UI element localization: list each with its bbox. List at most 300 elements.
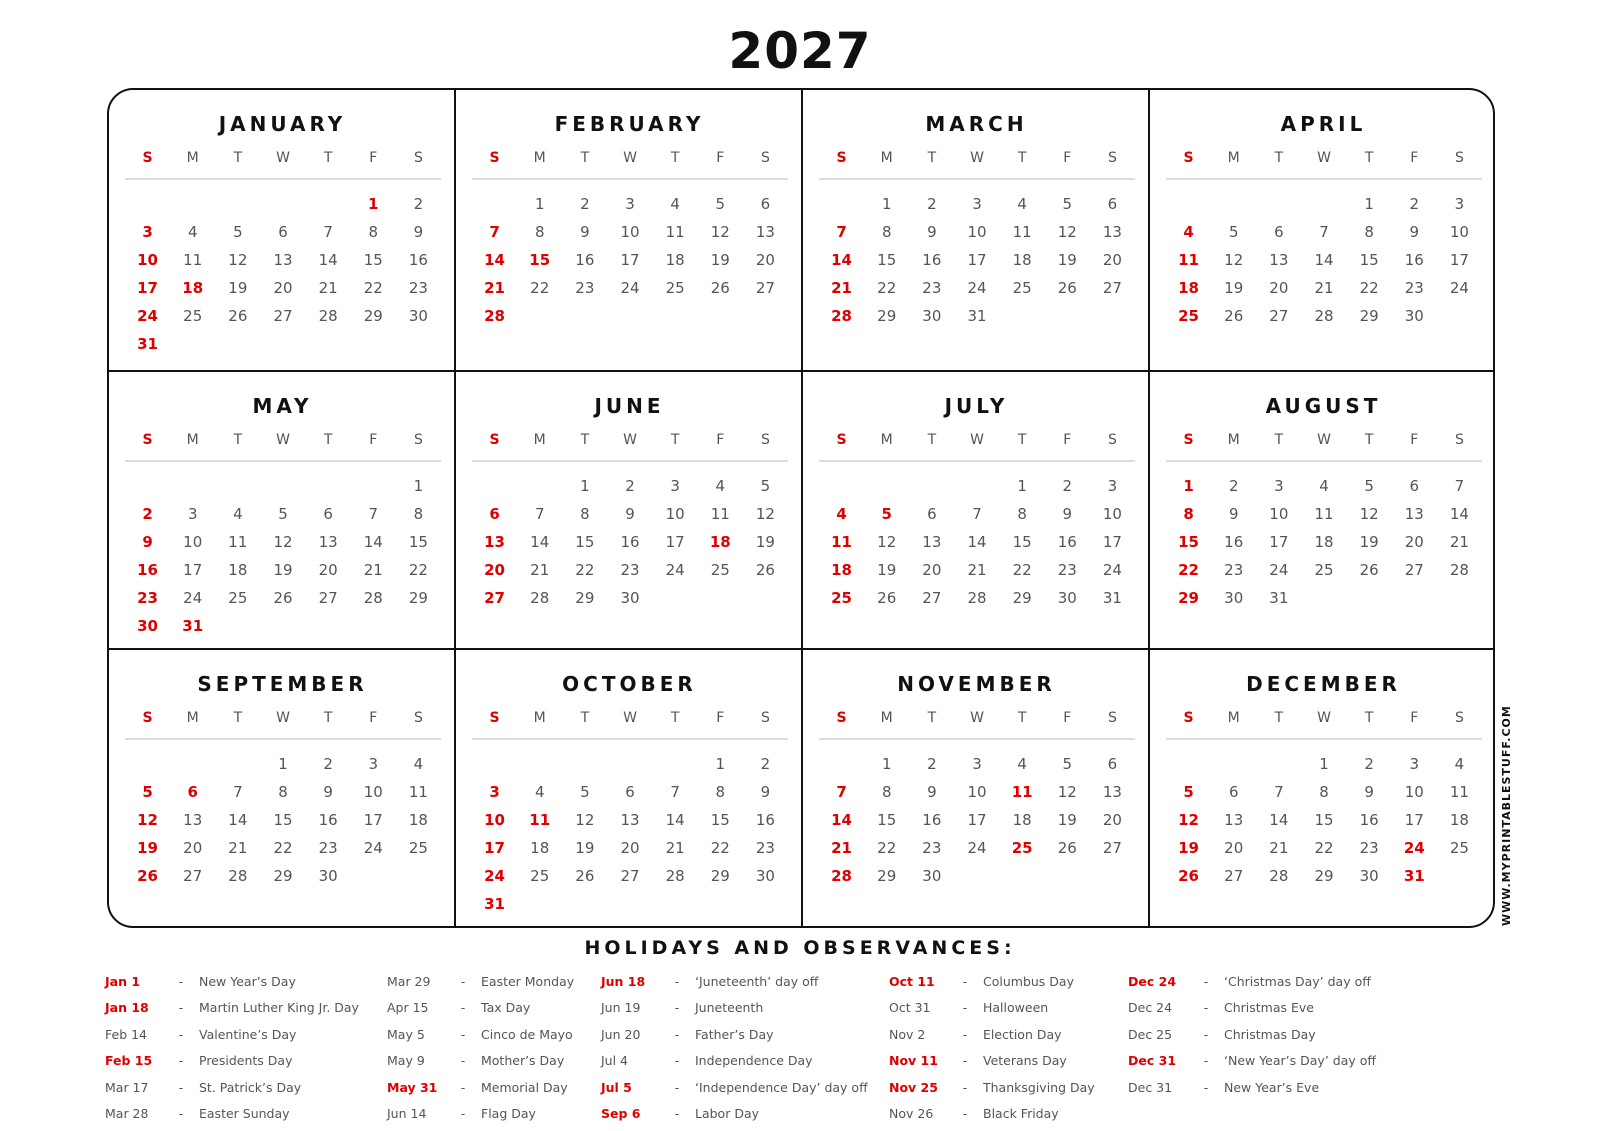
holiday-name: Christmas Eve — [1224, 1000, 1314, 1016]
day-cell: 13 — [755, 223, 775, 241]
weekday-label: W — [276, 432, 290, 448]
weekday-label: W — [970, 432, 984, 448]
day-cell: 10 — [967, 783, 987, 801]
day-cell: 11 — [183, 251, 203, 269]
day-cell: 21 — [831, 839, 852, 857]
day-cell: 16 — [1224, 533, 1244, 551]
weekday-label: M — [533, 432, 546, 448]
day-cell: 17 — [484, 839, 505, 857]
day-cell: 21 — [228, 839, 248, 857]
weekday-label: T — [1364, 432, 1374, 448]
empty-cell — [1301, 190, 1346, 218]
day-cell: 18 — [1012, 811, 1032, 829]
day-cell: 24 — [1269, 561, 1289, 579]
day-cell: 18 — [831, 561, 852, 579]
day-cell: 10 — [363, 783, 383, 801]
holiday-name: Thanksgiving Day — [983, 1079, 1095, 1095]
holiday-name: Memorial Day — [481, 1079, 568, 1095]
weekday-label: M — [186, 150, 199, 166]
day-cell: 3 — [625, 195, 635, 213]
day-cell: 11 — [710, 505, 730, 523]
day-cell: 28 — [484, 307, 505, 325]
holiday-name: Columbus Day — [983, 973, 1074, 989]
day-cell: 26 — [1359, 561, 1379, 579]
day-cell: 9 — [580, 223, 590, 241]
weekday-label: F — [1410, 150, 1419, 166]
holiday-date: Dec 31 — [1128, 1053, 1177, 1069]
day-cell: 10 — [137, 251, 158, 269]
day-cell: 29 — [1012, 589, 1032, 607]
day-cell: 8 — [715, 783, 726, 801]
day-cell: 22 — [877, 839, 897, 857]
holiday-separator: - — [674, 1106, 680, 1122]
day-cell: 25 — [228, 589, 248, 607]
weekday-label: W — [1317, 710, 1331, 726]
holiday-name: St. Patrick’s Day — [199, 1079, 302, 1095]
day-cell: 12 — [137, 811, 158, 829]
day-cell: 13 — [1224, 811, 1244, 829]
day-cell: 11 — [1314, 505, 1334, 523]
day-cell: 11 — [831, 533, 852, 551]
holiday-item — [387, 995, 631, 1022]
day-cell: 16 — [922, 811, 942, 829]
day-cell: 23 — [1359, 839, 1379, 857]
weekday-label: S — [760, 710, 770, 726]
day-cell: 20 — [273, 279, 293, 297]
day-cell: 21 — [1314, 279, 1334, 297]
weekday-label: M — [880, 710, 893, 726]
day-cell: 3 — [972, 755, 982, 773]
holiday-item — [387, 968, 631, 995]
holiday-item — [601, 1101, 880, 1128]
day-cell: 4 — [1319, 477, 1329, 495]
day-cell: 8 — [1319, 783, 1329, 801]
day-cell: 31 — [484, 895, 505, 913]
day-cell: 8 — [534, 223, 545, 241]
holiday-separator: - — [178, 973, 184, 989]
holiday-name: New Year’s Day — [199, 973, 296, 989]
day-cell: 1 — [413, 477, 424, 495]
weekday-label: F — [369, 432, 378, 448]
day-cell: 12 — [575, 811, 595, 829]
holiday-date: Jun 19 — [601, 1000, 641, 1016]
day-cell: 19 — [1178, 839, 1199, 857]
day-cell: 8 — [881, 223, 892, 241]
day-cell: 4 — [715, 477, 726, 495]
weekday-label: W — [623, 150, 637, 166]
day-cell: 7 — [233, 783, 243, 801]
day-cell: 6 — [927, 505, 937, 523]
holiday-name: Cinco de Mayo — [481, 1026, 573, 1042]
day-cell: 1 — [1183, 477, 1194, 495]
day-cell: 19 — [1359, 533, 1379, 551]
day-cell: 6 — [278, 223, 288, 241]
weekday-header — [472, 432, 788, 454]
day-cell: 9 — [1062, 505, 1073, 523]
weekday-header — [819, 432, 1135, 454]
holiday-name: Christmas Day — [1224, 1026, 1316, 1042]
day-cell: 9 — [413, 223, 424, 241]
holiday-name: Martin Luther King Jr. Day — [199, 1000, 359, 1016]
weekday-label: W — [623, 432, 637, 448]
holiday-name: Mother’s Day — [481, 1053, 565, 1069]
day-cell: 17 — [1269, 533, 1289, 551]
day-cell: 1 — [881, 755, 892, 773]
day-cell: 15 — [1012, 533, 1032, 551]
holiday-item — [1128, 995, 1384, 1022]
weekday-label: T — [1274, 432, 1284, 448]
day-cell: 31 — [1403, 867, 1425, 885]
day-cell: 5 — [715, 195, 726, 213]
day-cell: 25 — [1011, 839, 1033, 857]
holiday-separator: - — [460, 1026, 466, 1042]
weekday-header — [1166, 432, 1482, 454]
day-cell: 4 — [534, 783, 545, 801]
weekday-label: S — [142, 150, 153, 166]
weekday-label: S — [1107, 432, 1117, 448]
day-cell: 17 — [183, 561, 203, 579]
weekday-label: S — [1183, 150, 1194, 166]
day-cell: 2 — [580, 195, 590, 213]
day-cell: 25 — [183, 307, 203, 325]
day-cell: 8 — [580, 505, 590, 523]
day-cell: 11 — [408, 783, 428, 801]
day-cell: 23 — [1224, 561, 1244, 579]
day-cell: 1 — [534, 195, 545, 213]
day-cell: 14 — [831, 251, 852, 269]
empty-cell — [1211, 750, 1256, 778]
weekday-label: F — [1410, 710, 1419, 726]
day-cell: 4 — [233, 505, 243, 523]
day-cell: 12 — [1057, 223, 1077, 241]
day-cell: 19 — [137, 839, 158, 857]
holiday-item — [889, 1101, 1133, 1128]
day-cell: 19 — [1057, 811, 1077, 829]
day-cell: 27 — [1269, 307, 1289, 325]
day-cell: 24 — [1449, 279, 1469, 297]
month-october — [456, 650, 803, 928]
day-cell: 17 — [1102, 533, 1122, 551]
weekday-label: W — [970, 150, 984, 166]
holiday-date: Mar 17 — [105, 1079, 149, 1095]
holiday-item — [105, 1021, 379, 1048]
weekday-header — [819, 150, 1135, 172]
day-grid — [125, 472, 441, 640]
empty-cell — [170, 190, 215, 218]
month-name: AUGUST — [1265, 394, 1382, 418]
holiday-date: Feb 15 — [105, 1053, 153, 1069]
day-cell: 11 — [1178, 251, 1199, 269]
day-cell: 14 — [484, 251, 505, 269]
day-cell: 17 — [137, 279, 158, 297]
month-february — [456, 90, 803, 370]
holiday-item — [601, 1021, 880, 1048]
weekday-label: S — [1183, 432, 1194, 448]
day-cell: 31 — [182, 617, 204, 635]
day-cell: 27 — [318, 589, 338, 607]
day-cell: 7 — [1319, 223, 1329, 241]
day-cell: 9 — [323, 783, 333, 801]
holiday-separator: - — [674, 1053, 680, 1069]
day-cell: 21 — [1449, 533, 1469, 551]
day-cell: 27 — [755, 279, 775, 297]
day-cell: 28 — [1314, 307, 1334, 325]
weekday-header — [472, 710, 788, 732]
weekday-header — [125, 710, 441, 732]
weekday-label: T — [927, 432, 937, 448]
day-cell: 23 — [755, 839, 775, 857]
holiday-name: Presidents Day — [199, 1053, 293, 1069]
day-cell: 20 — [1269, 279, 1289, 297]
holiday-separator: - — [460, 973, 466, 989]
holiday-separator: - — [674, 1026, 680, 1042]
day-cell: 3 — [972, 195, 982, 213]
day-cell: 22 — [1012, 561, 1032, 579]
holiday-name: ‘Independence Day’ day off — [695, 1079, 868, 1095]
weekday-divider — [125, 738, 441, 740]
day-cell: 27 — [183, 867, 203, 885]
day-cell: 25 — [710, 561, 730, 579]
weekday-label: S — [142, 432, 153, 448]
holiday-date: Jun 18 — [601, 973, 646, 989]
month-july — [803, 372, 1150, 652]
holiday-item — [105, 1101, 379, 1128]
holiday-separator: - — [962, 1106, 968, 1122]
day-cell: 23 — [408, 279, 428, 297]
day-cell: 4 — [1183, 223, 1194, 241]
day-cell: 2 — [413, 195, 424, 213]
day-cell: 5 — [881, 505, 892, 523]
holiday-name: Election Day — [983, 1026, 1062, 1042]
day-cell: 11 — [1011, 783, 1033, 801]
empty-cell — [260, 472, 305, 500]
day-cell: 11 — [529, 811, 551, 829]
day-cell: 18 — [1012, 251, 1032, 269]
day-cell: 8 — [278, 783, 288, 801]
day-cell: 27 — [620, 867, 640, 885]
day-cell: 28 — [967, 589, 987, 607]
day-cell: 13 — [1404, 505, 1424, 523]
day-cell: 1 — [368, 195, 379, 213]
day-cell: 3 — [142, 223, 153, 241]
day-cell: 28 — [318, 307, 338, 325]
day-cell: 10 — [1102, 505, 1122, 523]
day-cell: 28 — [1449, 561, 1469, 579]
empty-cell — [472, 750, 517, 778]
day-cell: 18 — [665, 251, 685, 269]
empty-cell — [472, 472, 517, 500]
weekday-label: S — [142, 710, 153, 726]
empty-cell — [653, 750, 698, 778]
day-cell: 27 — [1102, 839, 1122, 857]
holiday-name: Black Friday — [983, 1106, 1059, 1122]
holiday-separator: - — [460, 1053, 466, 1069]
weekday-label: T — [580, 710, 590, 726]
holiday-name: Labor Day — [695, 1106, 760, 1122]
day-grid — [1166, 190, 1482, 330]
day-cell: 26 — [710, 279, 730, 297]
weekday-label: S — [836, 432, 847, 448]
holiday-item — [387, 1048, 631, 1075]
weekday-divider — [472, 460, 788, 462]
day-cell: 19 — [1057, 251, 1077, 269]
day-grid — [819, 190, 1135, 330]
holiday-separator: - — [1203, 1026, 1209, 1042]
day-cell: 26 — [1057, 279, 1077, 297]
day-cell: 30 — [1359, 867, 1379, 885]
day-cell: 12 — [710, 223, 730, 241]
day-cell: 7 — [670, 783, 680, 801]
day-cell: 14 — [1314, 251, 1334, 269]
holiday-item — [105, 1074, 379, 1101]
day-cell: 21 — [484, 279, 505, 297]
weekday-label: T — [1274, 710, 1284, 726]
holiday-date: Apr 15 — [387, 1000, 429, 1016]
holiday-separator: - — [962, 1026, 968, 1042]
day-cell: 6 — [1274, 223, 1284, 241]
weekday-label: S — [760, 432, 770, 448]
holiday-separator: - — [460, 1079, 466, 1095]
holiday-column — [387, 968, 631, 1127]
day-cell: 16 — [137, 561, 158, 579]
day-cell: 24 — [967, 279, 987, 297]
month-name: APRIL — [1280, 112, 1367, 136]
holiday-separator: - — [178, 1053, 184, 1069]
year-title: 2027 — [728, 22, 872, 80]
weekday-label: M — [186, 710, 199, 726]
month-name: MAY — [252, 394, 313, 418]
day-cell: 6 — [1228, 783, 1239, 801]
holiday-name: Juneteenth — [695, 1000, 764, 1016]
day-cell: 29 — [273, 867, 293, 885]
day-cell: 18 — [408, 811, 428, 829]
day-cell: 9 — [625, 505, 635, 523]
day-cell: 21 — [831, 279, 852, 297]
day-cell: 5 — [760, 477, 771, 495]
day-cell: 8 — [1183, 505, 1194, 523]
day-cell: 18 — [182, 279, 204, 297]
day-cell: 28 — [831, 307, 852, 325]
weekday-label: W — [623, 710, 637, 726]
day-cell: 5 — [1062, 755, 1073, 773]
day-cell: 24 — [665, 561, 685, 579]
empty-cell — [215, 750, 260, 778]
holiday-item — [889, 1021, 1133, 1048]
day-cell: 20 — [1224, 839, 1244, 857]
day-cell: 24 — [1102, 561, 1122, 579]
day-cell: 15 — [575, 533, 595, 551]
holiday-name: Independence Day — [695, 1053, 813, 1069]
month-march — [803, 90, 1150, 370]
holiday-date: Jul 5 — [601, 1079, 632, 1095]
month-name: SEPTEMBER — [197, 672, 368, 696]
day-cell: 13 — [183, 811, 203, 829]
holiday-item — [601, 995, 880, 1022]
empty-cell — [909, 472, 954, 500]
empty-cell — [125, 472, 170, 500]
day-cell: 24 — [967, 839, 987, 857]
holiday-separator: - — [178, 1106, 184, 1122]
month-january — [109, 90, 456, 370]
weekday-label: T — [670, 150, 680, 166]
holiday-item — [601, 1048, 880, 1075]
day-cell: 21 — [318, 279, 338, 297]
day-cell: 10 — [1269, 505, 1289, 523]
day-cell: 26 — [228, 307, 248, 325]
weekday-label: M — [533, 710, 546, 726]
holiday-date: Nov 2 — [889, 1026, 926, 1042]
month-september — [109, 650, 456, 928]
day-cell: 5 — [580, 783, 590, 801]
day-cell: 6 — [760, 195, 771, 213]
weekday-label: S — [1454, 432, 1464, 448]
month-november — [803, 650, 1150, 928]
day-cell: 4 — [836, 505, 847, 523]
day-cell: 29 — [877, 867, 897, 885]
weekday-label: S — [489, 710, 500, 726]
day-cell: 10 — [183, 533, 203, 551]
day-cell: 9 — [1364, 783, 1374, 801]
day-cell: 13 — [318, 533, 338, 551]
day-cell: 28 — [228, 867, 248, 885]
day-cell: 3 — [368, 755, 379, 773]
day-cell: 29 — [877, 307, 897, 325]
weekday-label: S — [489, 432, 500, 448]
day-cell: 26 — [755, 561, 775, 579]
holiday-item — [889, 968, 1133, 995]
day-cell: 18 — [228, 561, 248, 579]
empty-cell — [170, 472, 215, 500]
holiday-item — [105, 1048, 379, 1075]
day-cell: 8 — [368, 223, 379, 241]
holiday-column — [889, 968, 1133, 1127]
weekday-label: M — [186, 432, 199, 448]
day-cell: 20 — [183, 839, 203, 857]
day-cell: 7 — [323, 223, 333, 241]
holiday-date: May 5 — [387, 1026, 425, 1042]
day-cell: 19 — [710, 251, 730, 269]
weekday-label: S — [836, 150, 847, 166]
holiday-name: Flag Day — [481, 1106, 536, 1122]
weekday-divider — [819, 178, 1135, 180]
day-cell: 18 — [530, 839, 550, 857]
day-cell: 9 — [760, 783, 771, 801]
day-cell: 16 — [408, 251, 428, 269]
empty-cell — [1166, 190, 1211, 218]
holiday-name: ‘New Year’s Day’ day off — [1224, 1053, 1376, 1069]
month-name: DECEMBER — [1246, 672, 1401, 696]
day-cell: 30 — [922, 867, 942, 885]
day-cell: 30 — [318, 867, 338, 885]
holiday-column — [1128, 968, 1384, 1101]
day-cell: 8 — [1017, 505, 1027, 523]
holiday-date: Jul 4 — [601, 1053, 629, 1069]
day-cell: 4 — [187, 223, 198, 241]
weekday-label: S — [836, 710, 847, 726]
weekday-label: S — [1183, 710, 1194, 726]
month-june — [456, 372, 803, 652]
holiday-separator: - — [674, 1079, 680, 1095]
day-cell: 19 — [273, 561, 293, 579]
day-cell: 22 — [877, 279, 897, 297]
day-cell: 17 — [1404, 811, 1424, 829]
weekday-label: S — [1454, 150, 1464, 166]
holiday-date: Nov 26 — [889, 1106, 934, 1122]
day-cell: 3 — [489, 783, 500, 801]
day-cell: 28 — [1269, 867, 1289, 885]
day-cell: 25 — [530, 867, 550, 885]
day-cell: 25 — [1012, 279, 1032, 297]
